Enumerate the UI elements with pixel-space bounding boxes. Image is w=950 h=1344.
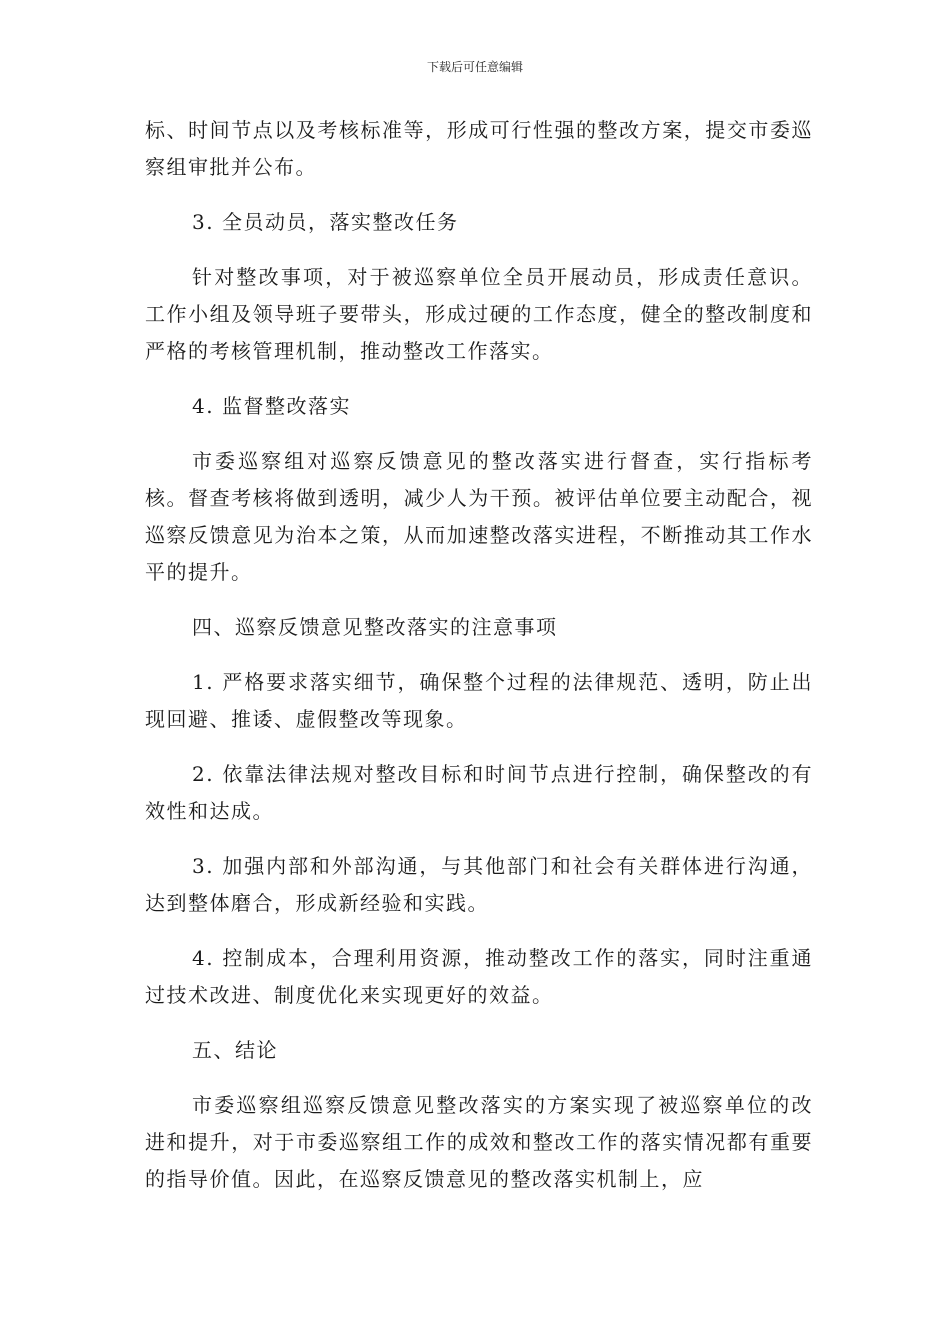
paragraph-conclusion: 市委巡察组巡察反馈意见整改落实的方案实现了被巡察单位的改进和提升，对于市委巡察组工作的成效和整改工作的落实情况都有重要的指导价值。因此，在巡察反馈意见的整改落实机制上，应 <box>145 1093 813 1191</box>
paragraph-mobilization: 针对整改事项，对于被巡察单位全员开展动员，形成责任意识。工作小组及领导班子要带头，形成过硬的工作态度，健全的整改制度和严格的考核管理机制，推动整改工作落实。 <box>145 265 813 363</box>
note-item-2: 2. 依靠法律法规对整改目标和时间节点进行控制，确保整改的有效性和达成。 <box>145 762 813 823</box>
document-body <box>145 112 813 1198</box>
page-header-note: 下载后可任意编辑 <box>426 60 523 74</box>
note-item-4: 4. 控制成本，合理利用资源，推动整改工作的落实，同时注重通过技术改进、制度优化来实现更好的效益。 <box>145 946 813 1007</box>
section-heading-conclusion: 五、结论 <box>192 1038 278 1062</box>
paragraph-plan-continuation: 标、时间节点以及考核标准等，形成可行性强的整改方案，提交市委巡察组审批并公布。 <box>145 118 813 179</box>
heading-supervise-rectification: 4. 监督整改落实 <box>192 394 351 418</box>
section-heading-notes: 四、巡察反馈意见整改落实的注意事项 <box>192 615 558 639</box>
note-item-1: 1. 严格要求落实细节，确保整个过程的法律规范、透明，防止出现回避、推诿、虚假整改等现象。 <box>145 670 813 731</box>
paragraph-supervision: 市委巡察组对巡察反馈意见的整改落实进行督查，实行指标考核。督查考核将做到透明，减少人为干预。被评估单位要主动配合，视巡察反馈意见为治本之策，从而加速整改落实进程，不断推动其工作水平的提升。 <box>145 449 813 584</box>
note-item-3: 3. 加强内部和外部沟通，与其他部门和社会有关群体进行沟通，达到整体磨合，形成新经验和实践。 <box>145 854 813 915</box>
heading-mobilize-all-staff: 3. 全员动员，落实整改任务 <box>192 210 459 234</box>
